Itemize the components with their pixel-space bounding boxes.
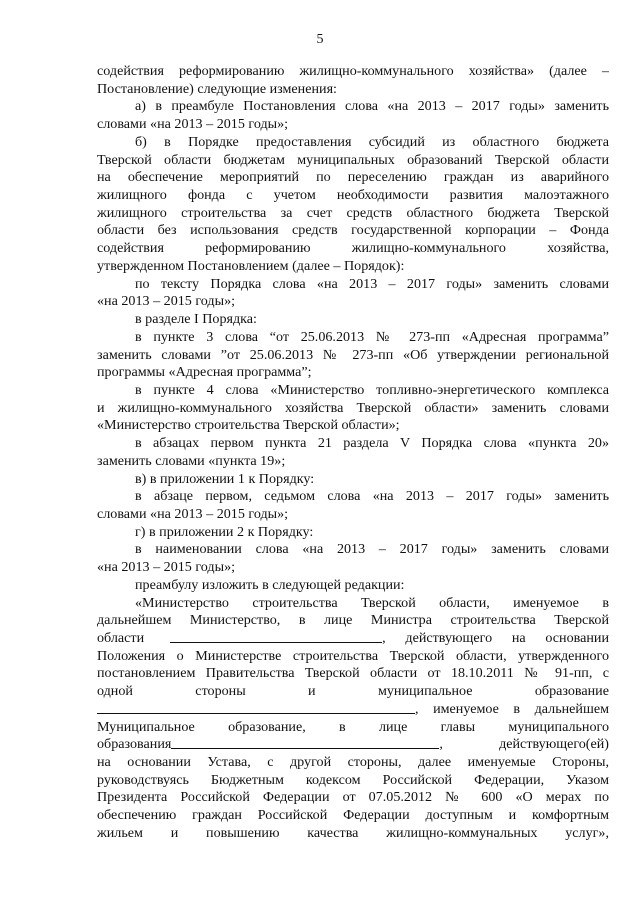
text-line: на основании Устава, с другой стороны, далее именуемые Стороны, [97, 754, 609, 771]
blank-line [97, 701, 415, 714]
text-line: «на 2013 – 2015 годы»; [97, 293, 236, 310]
text-line: по тексту Порядка слова «на 2013 – 2017 годы» заменить словами [135, 275, 609, 292]
text-line: в разделе I Порядка: [135, 311, 257, 328]
text-line: дальнейшем Министерство, в лице Министра строительства Тверской [97, 612, 609, 629]
text-line: Постановление) следующие изменения: [97, 80, 337, 97]
text-line: руководствуясь Бюджетным кодексом Российской Федерации, Указом [97, 771, 609, 788]
text-line: в наименовании слова «на 2013 – 2017 годы» заменить словами [135, 541, 609, 558]
page-number: 5 [316, 32, 324, 47]
text-line: утвержденном Постановлением (далее – Порядок): [97, 257, 405, 274]
text-line: программы «Адресная программа”; [97, 364, 312, 381]
text-line-with-blank [97, 701, 609, 719]
text-line: жилищного строительства за счет средств областного бюджета Тверской [97, 204, 609, 221]
text-line: жильем и повышению качества жилищно-коммунальных услуг», [97, 824, 609, 841]
text-line: Президента Российской Федерации от 07.05.2012 № 600 «О мерах по [97, 789, 609, 806]
text-line: жилищного фонда с учетом необходимости развития малоэтажного [97, 187, 609, 204]
text-line: в абзацах первом пункта 21 раздела V Порядка слова «пункта 20» [135, 435, 609, 452]
text-line: и жилищно-коммунального хозяйства Тверской области» заменить словами [97, 399, 609, 416]
text-line: заменить словами «пункта 19»; [97, 452, 286, 469]
text-line: в абзаце первом, седьмом слова «на 2013 – 2017 годы» заменить [135, 488, 609, 505]
text-line: Муниципальное образование, в лице главы муниципального [97, 718, 609, 735]
text-line: а) в преамбуле Постановления слова «на 2013 – 2017 годы» заменить [135, 98, 609, 115]
text-line: на обеспечение мероприятий по переселению граждан из аварийного [97, 169, 609, 186]
blank-line [171, 736, 439, 749]
text-line: «Министерство строительства Тверской области»; [97, 417, 400, 434]
text-line: преамбулу изложить в следующей редакции: [135, 576, 405, 593]
text-line: в) в приложении 1 к Порядку: [135, 470, 315, 487]
text-line: б) в Порядке предоставления субсидий из областного бюджета [135, 133, 609, 150]
text-line-with-blank [97, 630, 609, 648]
text-fragment: области [97, 630, 145, 646]
text-line: содействия реформированию жилищно-коммунального хозяйства» (далее – [97, 63, 609, 79]
text-line: одной стороны и муниципальное образование [97, 683, 609, 700]
text-line: области без использования средств государственной корпорации – Фонда [97, 222, 609, 239]
text-line: Тверской области бюджетам муниципальных образований Тверской области [97, 151, 609, 168]
blank-line [170, 630, 382, 643]
text-line: Положения о Министерстве строительства Тверской области, утвержденного [97, 647, 609, 664]
text-line-with-blank [97, 736, 609, 754]
text-line: обеспечению граждан Российской Федерации доступным и комфортным [97, 807, 609, 824]
text-line: словами «на 2013 – 2015 годы»; [97, 505, 289, 522]
text-line: г) в приложении 2 к Порядку: [135, 523, 314, 540]
text-line: «Министерство строительства Тверской области, именуемое в [135, 594, 609, 611]
text-fragment: , действующего(ей) [439, 736, 609, 753]
text-line: содействия реформированию жилищно-коммунального хозяйства, [97, 240, 609, 257]
text-fragment: , именуемое в дальнейшем [415, 700, 609, 717]
text-fragment: образования [97, 736, 172, 753]
text-line: заменить словами ”от 25.06.2013 № 273-пп «Об утверждении региональной [97, 346, 609, 363]
text-line: в пункте 4 слова «Министерство топливно-энергетического комплекса [135, 381, 609, 398]
text-line: в пункте 3 слова “от 25.06.2013 № 273-пп «Адресная программа” [135, 328, 609, 345]
document-body [97, 63, 609, 843]
text-line: постановлением Правительства Тверской области от 18.10.2011 № 91-пп, с [97, 665, 609, 682]
text-fragment: , действующего на основании [382, 630, 609, 646]
text-line: словами «на 2013 – 2015 годы»; [97, 116, 289, 133]
text-line: «на 2013 – 2015 годы»; [97, 559, 236, 576]
